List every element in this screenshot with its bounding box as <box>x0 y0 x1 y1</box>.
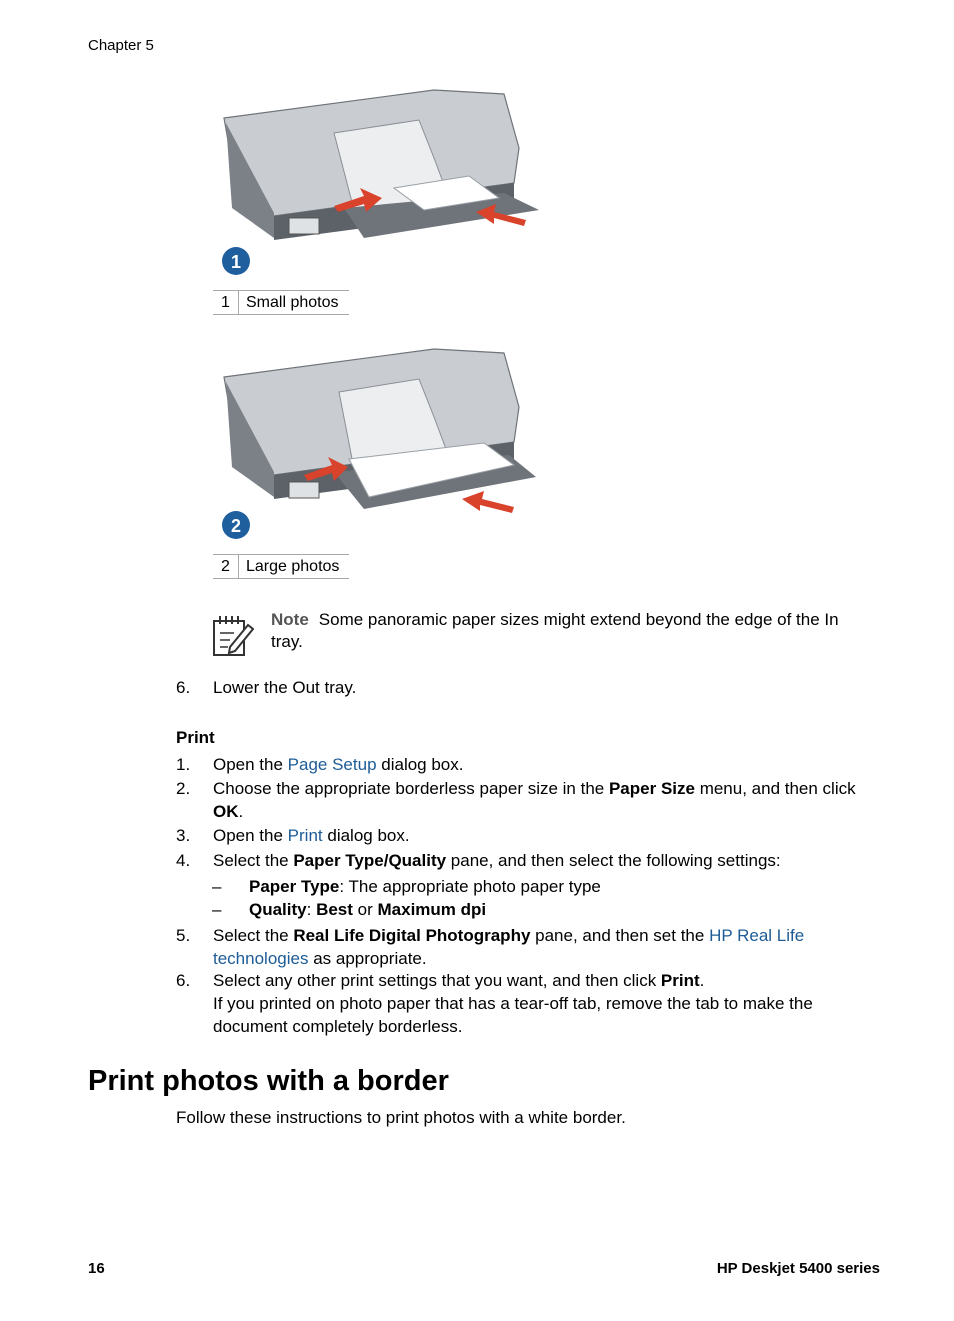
printer-illustration-large-photos <box>214 347 544 544</box>
note-body: Some panoramic paper sizes might extend beyond the edge of the In tray. <box>271 610 839 651</box>
page-setup-link[interactable]: Page Setup <box>287 755 377 774</box>
caption-number: 2 <box>213 555 239 578</box>
printer-illustration-small-photos <box>214 88 544 280</box>
page-number: 16 <box>88 1260 105 1277</box>
note-label: Note <box>271 610 309 629</box>
svg-text:2: 2 <box>230 516 242 536</box>
caption-number: 1 <box>213 291 239 314</box>
hp-real-life-link[interactable]: HP Real Life technologies <box>213 926 805 968</box>
section-intro: Follow these instructions to print photos with a white border. <box>176 1108 626 1127</box>
note-pencil-icon <box>212 613 254 662</box>
figure-caption-1 <box>213 290 349 315</box>
figure-caption-2 <box>213 554 349 579</box>
svg-text:1: 1 <box>230 252 242 272</box>
print-subheading: Print <box>176 728 215 747</box>
section-title: Print photos with a border <box>88 1065 449 1097</box>
caption-text: Large photos <box>246 558 340 575</box>
print-link[interactable]: Print <box>287 826 323 845</box>
product-name: HP Deskjet 5400 series <box>716 1260 880 1277</box>
step-extra-text: If you printed on photo paper that has a tear-off tab, remove the tab to make the document completely borderless. <box>213 994 813 1036</box>
chapter-label: Chapter 5 <box>88 37 154 54</box>
caption-text: Small photos <box>246 294 339 311</box>
note-text <box>271 609 871 653</box>
